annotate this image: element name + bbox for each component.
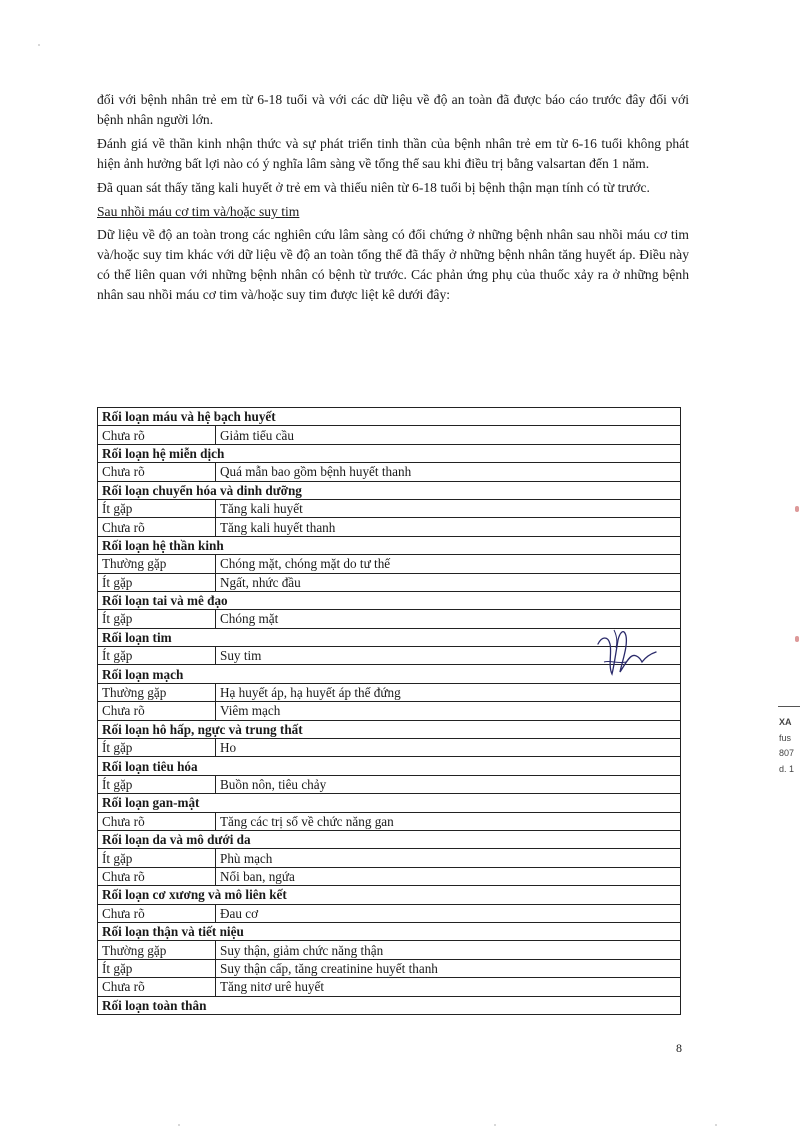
reaction-cell: Suy thận cấp, tăng creatinine huyết thanh xyxy=(216,959,681,977)
table-category-row xyxy=(98,536,681,554)
frequency-cell: Chưa rõ xyxy=(98,867,216,885)
category-label: Rối loạn chuyển hóa và dinh dưỡng xyxy=(98,481,681,499)
category-label: Rối loạn gan-mật xyxy=(98,794,681,812)
frequency-cell: Thường gặp xyxy=(98,683,216,701)
reaction-cell: Phù mạch xyxy=(216,849,681,867)
frequency-cell: Chưa rõ xyxy=(98,463,216,481)
category-label: Rối loạn thận và tiết niệu xyxy=(98,922,681,940)
reaction-cell: Nổi ban, ngứa xyxy=(216,867,681,885)
reaction-cell: Tăng kali huyết thanh xyxy=(216,518,681,536)
reaction-cell: Viêm mạch xyxy=(216,702,681,720)
reaction-cell: Chóng mặt, chóng mặt do tư thế xyxy=(216,555,681,573)
section-heading: Sau nhồi máu cơ tim và/hoặc suy tim xyxy=(97,204,300,219)
table-row xyxy=(98,499,681,517)
table-row xyxy=(98,739,681,757)
table-category-row xyxy=(98,720,681,738)
table-category-row xyxy=(98,444,681,462)
frequency-cell: Ít gặp xyxy=(98,610,216,628)
table-row xyxy=(98,518,681,536)
reaction-cell: Suy thận, giảm chức năng thận xyxy=(216,941,681,959)
edge-mark xyxy=(795,506,799,512)
table-category-row xyxy=(98,408,681,426)
frequency-cell: Chưa rõ xyxy=(98,978,216,996)
table-category-row xyxy=(98,591,681,609)
table-category-row xyxy=(98,794,681,812)
category-label: Rối loạn toàn thân xyxy=(98,996,681,1014)
category-label: Rối loạn tai và mê đạo xyxy=(98,591,681,609)
table-row xyxy=(98,867,681,885)
frequency-cell: Chưa rõ xyxy=(98,812,216,830)
frequency-cell: Ít gặp xyxy=(98,775,216,793)
category-label: Rối loạn tiêu hóa xyxy=(98,757,681,775)
reaction-cell: Buồn nôn, tiêu chảy xyxy=(216,775,681,793)
table-category-row xyxy=(98,922,681,940)
paragraph-1: đối với bệnh nhân trẻ em từ 6-18 tuổi và với các dữ liệu về độ an toàn đã được báo cáo trước đây đối với bệnh nhân người lớn. xyxy=(97,92,689,127)
table-category-row xyxy=(98,757,681,775)
category-label: Rối loạn hệ thần kinh xyxy=(98,536,681,554)
table-row xyxy=(98,555,681,573)
frequency-cell: Ít gặp xyxy=(98,739,216,757)
handwritten-signature-icon xyxy=(590,622,660,684)
paragraph-3: Đã quan sát thấy tăng kali huyết ở trẻ em và thiếu niên từ 6-18 tuổi bị bệnh thận mạn tính có từ trước. xyxy=(97,180,650,195)
table-row xyxy=(98,683,681,701)
adverse-reactions-table xyxy=(97,407,681,1015)
table-category-row xyxy=(98,996,681,1014)
reaction-cell: Ngất, nhức đầu xyxy=(216,573,681,591)
category-label: Rối loạn hệ miễn dịch xyxy=(98,444,681,462)
table-row xyxy=(98,573,681,591)
scan-speck xyxy=(494,1124,496,1126)
reaction-cell: Ho xyxy=(216,739,681,757)
category-label: Rối loạn da và mô dưới da xyxy=(98,830,681,848)
scan-speck xyxy=(715,1124,717,1126)
reaction-cell: Đau cơ xyxy=(216,904,681,922)
category-label: Rối loạn hô hấp, ngực và trung thất xyxy=(98,720,681,738)
table-row xyxy=(98,904,681,922)
edge-mark xyxy=(795,636,799,642)
scan-speck xyxy=(38,44,40,46)
frequency-cell: Ít gặp xyxy=(98,849,216,867)
edge-fragment: 807 xyxy=(779,748,795,758)
table-row xyxy=(98,941,681,959)
frequency-cell: Chưa rõ xyxy=(98,426,216,444)
table-row xyxy=(98,812,681,830)
table-row xyxy=(98,426,681,444)
page-number: 8 xyxy=(676,1041,682,1055)
paragraph-2: Đánh giá về thần kinh nhận thức và sự phát triển tinh thần của bệnh nhân trẻ em từ 6-16 tuổi không phát hiện ảnh hưởng bất lợi nào có ý nghĩa lâm sàng về tổng thể sau khi điều trị bằng valsartan đến 1 năm. xyxy=(97,136,689,171)
frequency-cell: Ít gặp xyxy=(98,499,216,517)
category-label: Rối loạn cơ xương và mô liên kết xyxy=(98,886,681,904)
reaction-cell: Quá mẫn bao gồm bệnh huyết thanh xyxy=(216,463,681,481)
category-label: Rối loạn máu và hệ bạch huyết xyxy=(98,408,681,426)
table-row xyxy=(98,775,681,793)
table-row xyxy=(98,463,681,481)
reaction-cell: Suy tim xyxy=(216,647,681,665)
edge-fragment: fus xyxy=(779,733,792,743)
frequency-cell: Ít gặp xyxy=(98,573,216,591)
category-label: Rối loạn mạch xyxy=(98,665,681,683)
table-row xyxy=(98,978,681,996)
reaction-cell: Giảm tiểu cầu xyxy=(216,426,681,444)
category-label: Rối loạn tim xyxy=(98,628,681,646)
frequency-cell: Chưa rõ xyxy=(98,904,216,922)
reaction-cell: Chóng mặt xyxy=(216,610,681,628)
reaction-cell: Hạ huyết áp, hạ huyết áp thế đứng xyxy=(216,683,681,701)
frequency-cell: Chưa rõ xyxy=(98,702,216,720)
reaction-cell: Tăng nitơ urê huyết xyxy=(216,978,681,996)
table-category-row xyxy=(98,830,681,848)
frequency-cell: Ít gặp xyxy=(98,959,216,977)
frequency-cell: Chưa rõ xyxy=(98,518,216,536)
frequency-cell: Thường gặp xyxy=(98,555,216,573)
table-row xyxy=(98,849,681,867)
frequency-cell: Ít gặp xyxy=(98,647,216,665)
table-row xyxy=(98,702,681,720)
body-text xyxy=(97,90,689,309)
edge-fragment: d. 1 xyxy=(779,764,795,774)
edge-fragment: XA xyxy=(779,717,792,727)
section-paragraph: Dữ liệu về độ an toàn trong các nghiên cứu lâm sàng có đối chứng ở những bệnh nhân sau nhồi máu cơ tim và/hoặc suy tim khác với dữ liệu về độ an toàn tổng thể đã thấy ở những bệnh nhân tăng huyết áp. Điều này có thể liên quan với những bệnh nhân có bệnh từ trước. Các phản ứng phụ của thuốc xảy ra ở những bệnh nhân sau nhồi máu cơ tim và/hoặc suy tim được liệt kê dưới đây: xyxy=(97,227,689,302)
reaction-cell: Tăng các trị số về chức năng gan xyxy=(216,812,681,830)
table-category-row xyxy=(98,886,681,904)
scan-speck xyxy=(178,1124,180,1126)
frequency-cell: Thường gặp xyxy=(98,941,216,959)
edge-rule xyxy=(778,706,800,707)
table-row xyxy=(98,959,681,977)
table-category-row xyxy=(98,481,681,499)
reaction-cell: Tăng kali huyết xyxy=(216,499,681,517)
